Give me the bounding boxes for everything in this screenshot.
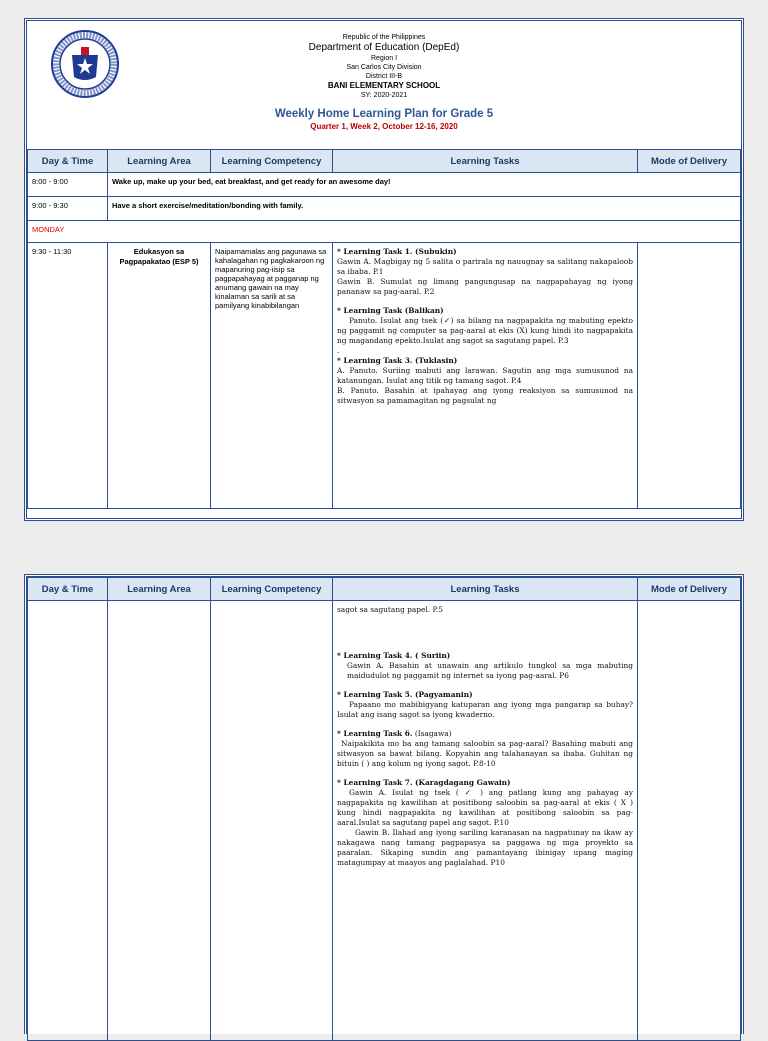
table-row xyxy=(28,601,741,1041)
learning-plan-table xyxy=(27,149,741,509)
school-name: BANI ELEMENTARY SCHOOL xyxy=(327,81,441,90)
table-row xyxy=(28,243,741,509)
learning-area-cell xyxy=(108,601,211,1041)
task-text: Gawin B. Sumulat ng limang pangungusap na nagpapahayag ng iyong pananaw sa pag-aaral. P.2 xyxy=(337,277,633,296)
task-heading-line xyxy=(337,729,633,739)
task-heading: * Learning Task 1. (Subukin) xyxy=(337,247,457,256)
row-time: 8:00 - 9:00 xyxy=(28,173,108,197)
task-heading: * Learning Task (Balikan) xyxy=(337,306,444,315)
task-text: Naipakikita mo ba ang tamang saloobin sa pag-aaral? Basahing mabuti ang sitwasyon sa bawat bilang. Kopyahin ang talahanayan sa ibaba. Guhitan ng bituin ( ) ang kolum ng iyong sagot. P.8-10 xyxy=(337,739,633,768)
header-learning-tasks: Learning Tasks xyxy=(333,150,638,173)
task-text: Gawin A. Basahin at unawain ang artikulo tungkol sa mga mabuting maidudulot ng paggamit ng internet sa iyong pag-aaral. P6 xyxy=(347,661,633,680)
table-row xyxy=(28,221,741,243)
task-text: . xyxy=(337,346,340,355)
header-learning-tasks: Learning Tasks xyxy=(333,578,638,601)
learning-competency-cell xyxy=(211,601,333,1041)
task-subheading: (Isagawa) xyxy=(414,729,452,738)
learning-area-cell: Edukasyon sa Pagpapakatao (ESP 5) xyxy=(108,243,211,509)
row-time: 9:00 - 9:30 xyxy=(28,197,108,221)
task-text: Panuto. Isulat ang tsek (✓) sa bilang na nagpapakita ng mabuting epekto ng paggamit ng computer sa pag-aaral at ekis (X) kung hindi ito nagpapakita ng magandang epekto.Isulat ang sagot sa sagutang papel. P.3 xyxy=(337,316,633,345)
table-row xyxy=(28,197,741,221)
header-mode-of-delivery: Mode of Delivery xyxy=(638,150,741,173)
task-text: sagot sa sagutang papel. P.5 xyxy=(337,605,443,614)
document-page-2 xyxy=(24,574,744,1034)
row-activity: Wake up, make up your bed, eat breakfast, and get ready for an awesome day! xyxy=(108,173,741,197)
task-text: Gawin A. Isulat ng tsek ( ✓ ) ang patlang kung ang pahayag ay nagpapakita ng kawilihan at positibong saloobin sa pag-aaral at ekis ( X ) kung hindi nagpapakita ng kawilihan at positibong saloobin sa pag-aaral.Isulat sa sagutang papel ang sagot. P.10 xyxy=(337,788,633,827)
task-text: A. Panuto. Suriing mabuti ang larawan. Sagutin ang mga sumusunod na katanungan. Isulat ang titik ng tamang sagot. P.4 xyxy=(337,366,633,385)
header-mode-of-delivery: Mode of Delivery xyxy=(638,578,741,601)
learning-competency-cell: Naipamamalas ang pagunawa sa kahalagahan ng pagkakaroon ng mapanuring pag-iisip sa pagpapahayag at pagganap ng anumang gawain na may kinalaman sa sarili at sa pamilyang kinabibilangan xyxy=(211,243,333,509)
task-heading: * Learning Task 3. (Tuklasin) xyxy=(337,356,458,365)
header-learning-area: Learning Area xyxy=(108,150,211,173)
task-text: Gawin B. Ilahad ang iyong sariling karanasan na nagpatunay na ikaw ay nakagawa nang tamang pagpapasya sa paggawa ng mga proyekto sa paaralan. Sikaping sundin ang pamantayang ibinigay upang maging matagumpay at maayos ang paglalahad. P10 xyxy=(337,828,633,867)
row-activity: Have a short exercise/meditation/bonding with family. xyxy=(108,197,741,221)
header-day-time: Day & Time xyxy=(28,150,108,173)
task-text: Gawin A. Magbigay ng 5 salita o parirala ng nauugnay sa salitang nakapaloob sa ibaba. P.1 xyxy=(337,257,633,276)
task-heading: * Learning Task 7. (Karagdagang Gawain) xyxy=(337,778,511,787)
task-heading: * Learning Task 6. xyxy=(337,729,413,738)
learning-tasks-cell xyxy=(333,243,638,509)
division-line: San Carlos City Division xyxy=(346,64,422,71)
row-time xyxy=(28,601,108,1041)
document-page-1 xyxy=(24,18,744,521)
district-line: District III-B xyxy=(365,73,403,80)
row-time: 9:30 - 11:30 xyxy=(28,243,108,509)
table-header-row xyxy=(28,150,741,173)
header-day-time: Day & Time xyxy=(28,578,108,601)
department-name: Department of Education (DepEd) xyxy=(308,42,460,53)
learning-plan-table-continued xyxy=(27,577,741,1041)
header-learning-competency: Learning Competency xyxy=(211,150,333,173)
learning-tasks-cell xyxy=(333,601,638,1041)
deped-seal-icon xyxy=(50,29,120,99)
plan-subtitle: Quarter 1, Week 2, October 12-16, 2020 xyxy=(310,122,458,131)
school-year: SY: 2020-2021 xyxy=(360,92,408,99)
region-line: Region I xyxy=(370,55,398,62)
task-text: Papaano mo mabibigyang katuparan ang iyong mga pangarap sa buhay? Isulat ang isang sagot sa iyong kwaderno. xyxy=(337,700,633,719)
task-text: B. Panuto. Basahin at ipahayag ang iyong reaksiyon sa sumusunod na sitwasyon sa pamamagitan ng pagsulat ng xyxy=(337,386,633,405)
header-learning-competency: Learning Competency xyxy=(211,578,333,601)
plan-title: Weekly Home Learning Plan for Grade 5 xyxy=(274,108,494,120)
table-row xyxy=(28,173,741,197)
task-heading: * Learning Task 4. ( Suriin) xyxy=(337,651,451,660)
mode-of-delivery-cell xyxy=(638,243,741,509)
document-header xyxy=(27,21,741,149)
header-learning-area: Learning Area xyxy=(108,578,211,601)
day-label: MONDAY xyxy=(28,221,741,243)
republic-line: Republic of the Philippines xyxy=(342,34,426,41)
table-header-row xyxy=(28,578,741,601)
mode-of-delivery-cell xyxy=(638,601,741,1041)
task-heading: * Learning Task 5. (Pagyamanin) xyxy=(337,690,473,699)
